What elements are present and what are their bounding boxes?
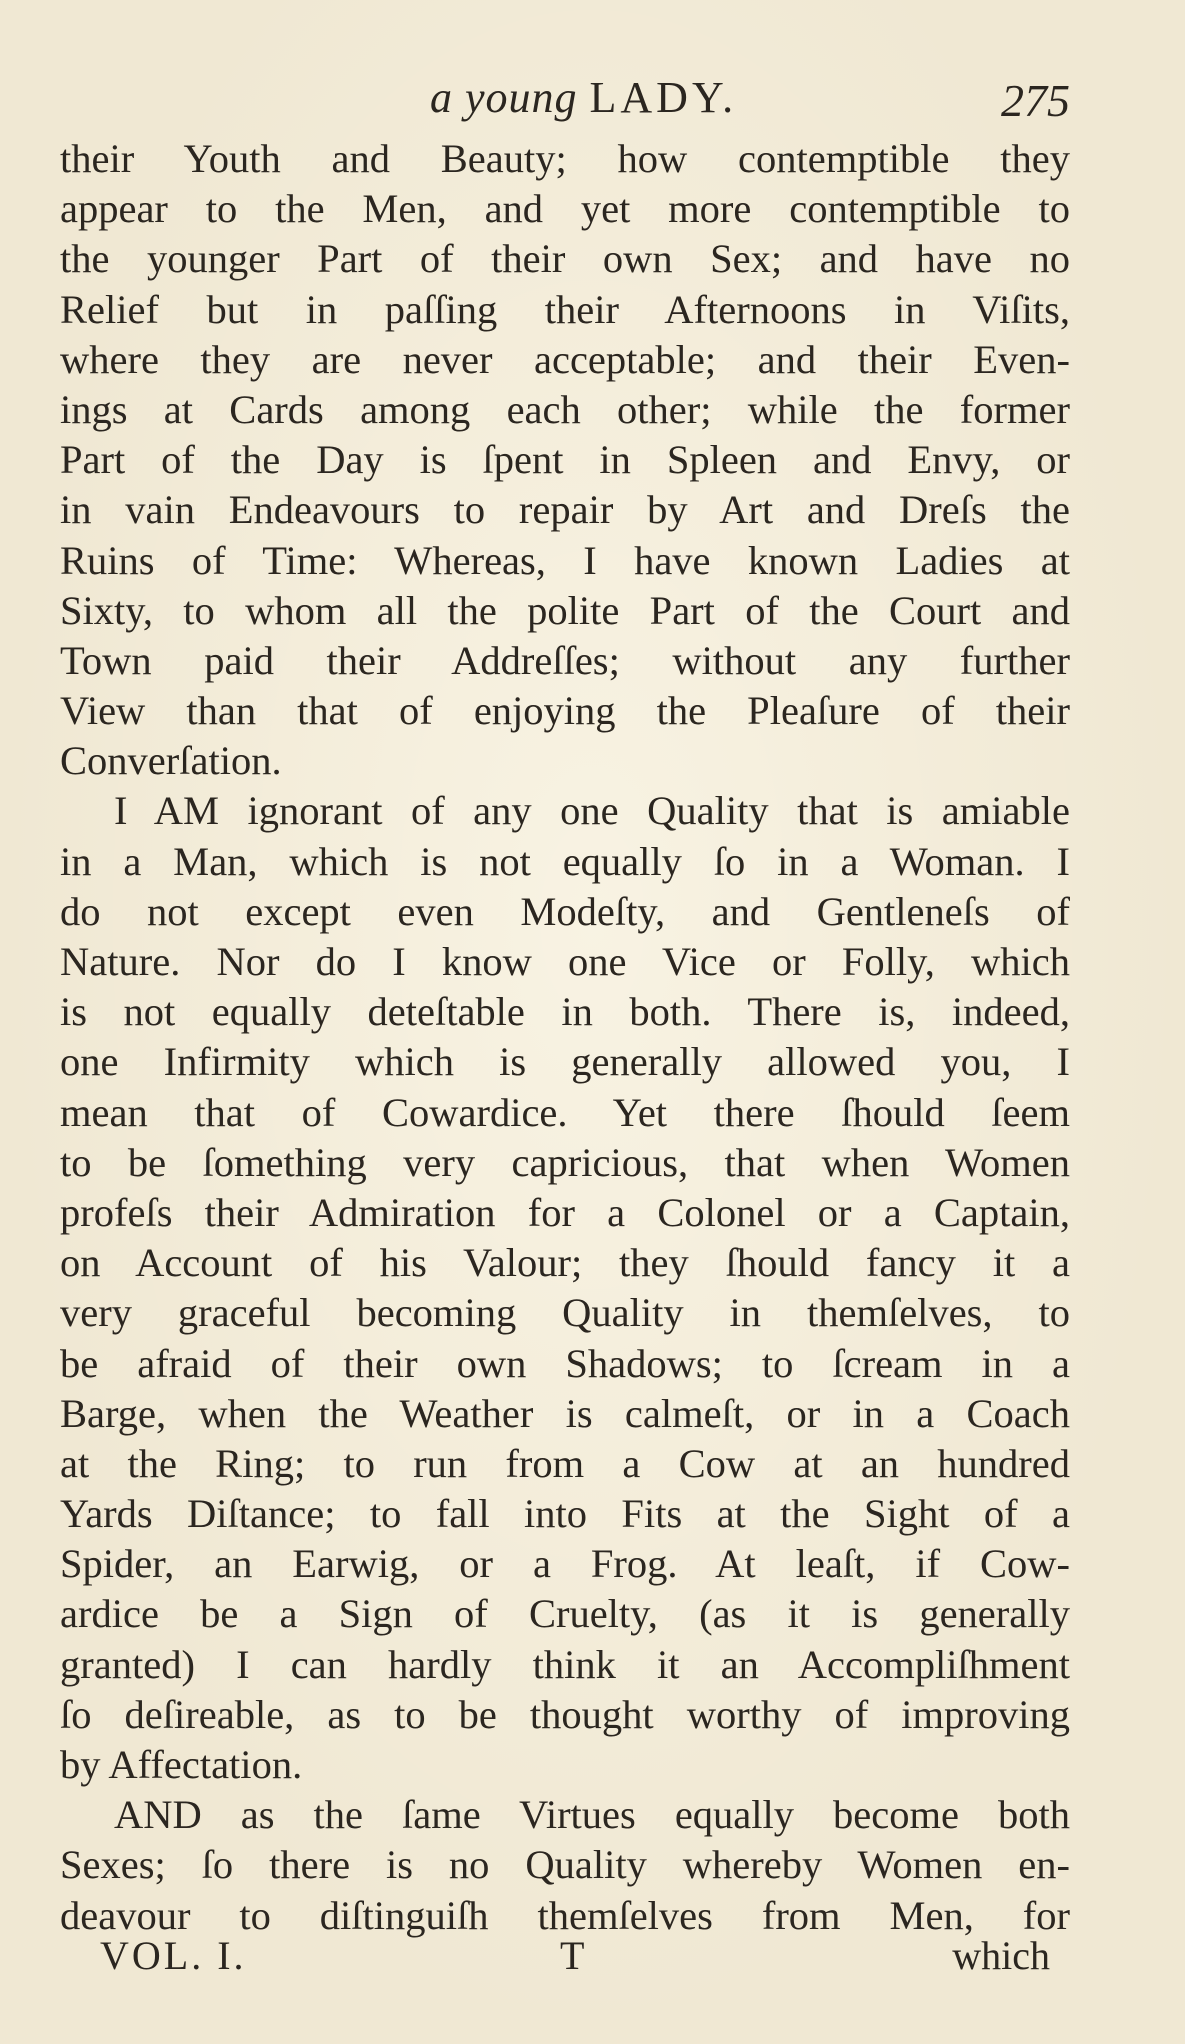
text-line: their Youth and Beauty; how contemptible they xyxy=(60,136,1070,181)
running-title xyxy=(430,72,737,123)
text-line: Sixty, to whom all the polite Part of the Court and xyxy=(60,587,1070,633)
text-line: granted) I can hardly think it an Accompliſhment xyxy=(60,1641,1070,1687)
volume-signature: VOL. I. xyxy=(100,1933,247,1978)
text-line: where they are never acceptable; and their Even- xyxy=(60,336,1070,382)
text-line: Ruins of Time: Whereas, I have known Ladies at xyxy=(60,537,1070,583)
text-line: Relief but in paſſing their Afternoons in Viſits, xyxy=(60,286,1070,332)
running-header xyxy=(60,72,1070,132)
text-line: Part of the Day is ſpent in Spleen and Envy, or xyxy=(60,437,1070,483)
text-line: ſo deſireable, as to be thought worthy of improving xyxy=(60,1691,1070,1737)
text-line: Sexes; ſo there is no Quality whereby Women en- xyxy=(60,1842,1070,1888)
text-line: ings at Cards among each other; while the former xyxy=(60,386,1070,432)
text-line: be afraid of their own Shadows; to ſcream in a xyxy=(60,1340,1070,1386)
paragraph xyxy=(60,786,1070,1790)
text-line: Town paid their Addreſſes; without any further xyxy=(60,637,1070,683)
text-line: Spider, an Earwig, or a Frog. At leaſt, if Cow- xyxy=(60,1541,1070,1587)
catchword: which xyxy=(952,1933,1050,1978)
text-line: deavour to diſtinguiſh themſelves from Men, for xyxy=(60,1892,1070,1938)
paragraph xyxy=(60,134,1070,786)
page-footer xyxy=(100,1932,1050,1982)
text-line: at the Ring; to run from a Cow at an hundred xyxy=(60,1440,1070,1486)
text-line: in vain Endeavours to repair by Art and Dreſs the xyxy=(60,487,1070,533)
text-line: Yards Diſtance; to fall into Fits at the Sight of a xyxy=(60,1491,1070,1537)
text-line: ardice be a Sign of Cruelty, (as it is generally xyxy=(60,1591,1070,1637)
text-line: to be ſomething very capricious, that when Women xyxy=(60,1139,1070,1185)
text-line: Nature. Nor do I know one Vice or Folly, which xyxy=(60,939,1070,984)
text-line: is not equally deteſtable in both. There is, indeed, xyxy=(60,989,1070,1035)
text-line: profeſs their Admiration for a Colonel or a Captain, xyxy=(60,1189,1070,1235)
paragraph xyxy=(60,1790,1070,1941)
running-title-caps: LADY. xyxy=(589,73,738,122)
text-line: Barge, when the Weather is calmeſt, or in a Coach xyxy=(60,1390,1070,1436)
text-line: the younger Part of their own Sex; and have no xyxy=(60,236,1070,282)
text-line: one Infirmity which is generally allowed you, I xyxy=(60,1039,1070,1085)
text-line: in a Man, which is not equally ſo in a Woman. I xyxy=(60,838,1070,884)
text-line: on Account of his Valour; they ſhould fancy it a xyxy=(60,1240,1070,1286)
text-line: very graceful becoming Quality in themſelves, to xyxy=(60,1290,1070,1336)
signature-mark: T xyxy=(560,1933,585,1978)
text-line: mean that of Cowardice. Yet there ſhould ſeem xyxy=(60,1089,1070,1135)
text-line: appear to the Men, and yet more contemptible to xyxy=(60,186,1070,232)
text-line: I AM ignorant of any one Quality that is amiable xyxy=(114,788,1070,834)
text-line: do not except even Modeſty, and Gentleneſs of xyxy=(60,888,1070,934)
page-number: 275 xyxy=(1001,75,1070,126)
running-title-italic: a young xyxy=(430,73,578,122)
text-line: Converſation. xyxy=(60,738,282,784)
text-line: AND as the ſame Virtues equally become both xyxy=(114,1792,1070,1838)
text-line: by Affectation. xyxy=(60,1742,303,1787)
body-text xyxy=(60,134,1070,1941)
text-line: View than that of enjoying the Pleaſure of their xyxy=(60,688,1070,734)
